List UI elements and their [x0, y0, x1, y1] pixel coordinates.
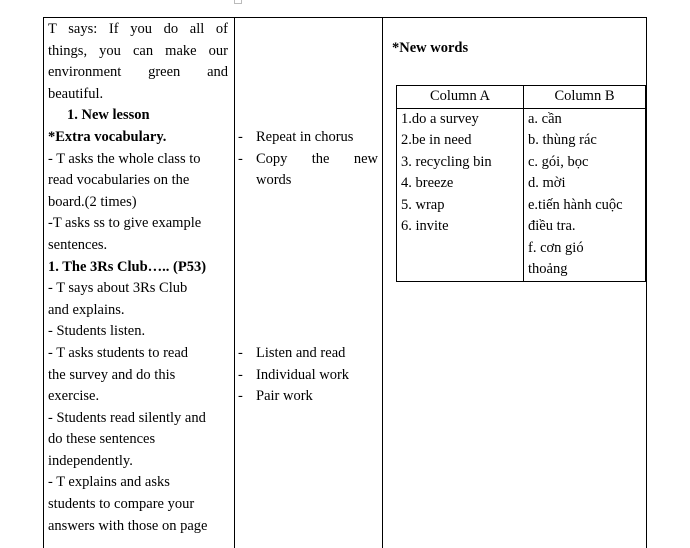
bullet-dash: -	[238, 345, 243, 361]
interaction-item	[238, 343, 378, 365]
procedure-line: answers with those on page	[48, 517, 208, 534]
word-item: 5. wrap	[401, 196, 445, 213]
procedure-line: board.(2 times)	[48, 193, 137, 210]
meaning-item: d. mời	[528, 175, 566, 191]
interaction-group-1	[238, 127, 378, 192]
procedure-line: - T says about 3Rs Club	[48, 280, 188, 297]
interaction-label-continued: words	[256, 172, 292, 189]
procedure-line: and explains.	[48, 301, 125, 318]
procedure-line: sentences.	[48, 236, 108, 253]
procedure-column	[48, 19, 228, 537]
interaction-label: Repeat in chorus	[256, 129, 354, 145]
procedure-line: - T asks students to read	[48, 344, 189, 361]
procedure-line: - T explains and asks	[48, 474, 170, 491]
column-divider-1	[234, 18, 235, 548]
extra-vocabulary-heading: *Extra vocabulary.	[48, 128, 167, 145]
interaction-item	[238, 127, 378, 149]
procedure-line: -T asks ss to give example	[48, 215, 202, 232]
interaction-group-2	[238, 343, 378, 408]
meaning-item: c. gói, bọc	[528, 153, 589, 170]
interaction-item	[238, 365, 378, 387]
procedure-line: - Students read silently and	[48, 409, 206, 426]
column-b-header: Column B	[524, 86, 646, 109]
procedure-line: students to compare your	[48, 496, 195, 513]
intro-line: beautiful.	[48, 85, 104, 102]
new-words-heading: *New words	[392, 40, 469, 56]
word-item: 1.do a survey	[401, 110, 479, 127]
page-top-marker	[234, 0, 242, 4]
word-item: 3. recycling bin	[401, 153, 492, 170]
interaction-label: Individual work	[256, 366, 350, 383]
bullet-dash: -	[238, 150, 243, 167]
intro-line: environment green and	[48, 64, 228, 81]
vocabulary-matching-table	[396, 85, 646, 282]
new-lesson-heading: 1. New lesson	[67, 107, 150, 124]
meaning-item: e.tiến hành cuộc	[528, 196, 623, 213]
procedure-line: the survey and do this	[48, 366, 176, 383]
column-b-cell	[524, 108, 646, 281]
word-item: 6. invite	[401, 218, 449, 234]
bullet-dash: -	[238, 388, 243, 405]
column-divider-2	[382, 18, 383, 548]
column-a-header: Column A	[397, 86, 524, 109]
club-section-heading: 1. The 3Rs Club….. (P53)	[48, 258, 207, 275]
column-a-cell	[397, 108, 524, 281]
interaction-label: Listen and read	[256, 345, 346, 361]
interaction-item	[238, 149, 378, 171]
meaning-item: b. thùng rác	[528, 132, 597, 148]
meaning-item: a. cần	[528, 110, 562, 127]
interaction-item	[238, 386, 378, 408]
intro-line: things, you can make our	[48, 42, 228, 59]
procedure-line: do these sentences	[48, 431, 156, 448]
procedure-line: exercise.	[48, 388, 100, 405]
procedure-line: read vocabularies on the	[48, 172, 190, 189]
word-item: 4. breeze	[401, 175, 454, 191]
meaning-item: thoảng	[528, 261, 568, 277]
meaning-item: điều tra.	[528, 218, 576, 234]
bullet-dash: -	[238, 129, 243, 145]
interaction-label: Pair work	[256, 388, 313, 405]
procedure-line: - T asks the whole class to	[48, 150, 201, 167]
bullet-dash: -	[238, 366, 243, 383]
procedure-line: - Students listen.	[48, 323, 146, 340]
meaning-item: f. cơn gió	[528, 239, 584, 256]
interaction-label: Copy the new	[256, 150, 378, 167]
word-item: 2.be in need	[401, 132, 472, 148]
intro-line: T says: If you do all of	[48, 21, 228, 37]
procedure-line: independently.	[48, 452, 133, 469]
lesson-table	[43, 17, 647, 548]
